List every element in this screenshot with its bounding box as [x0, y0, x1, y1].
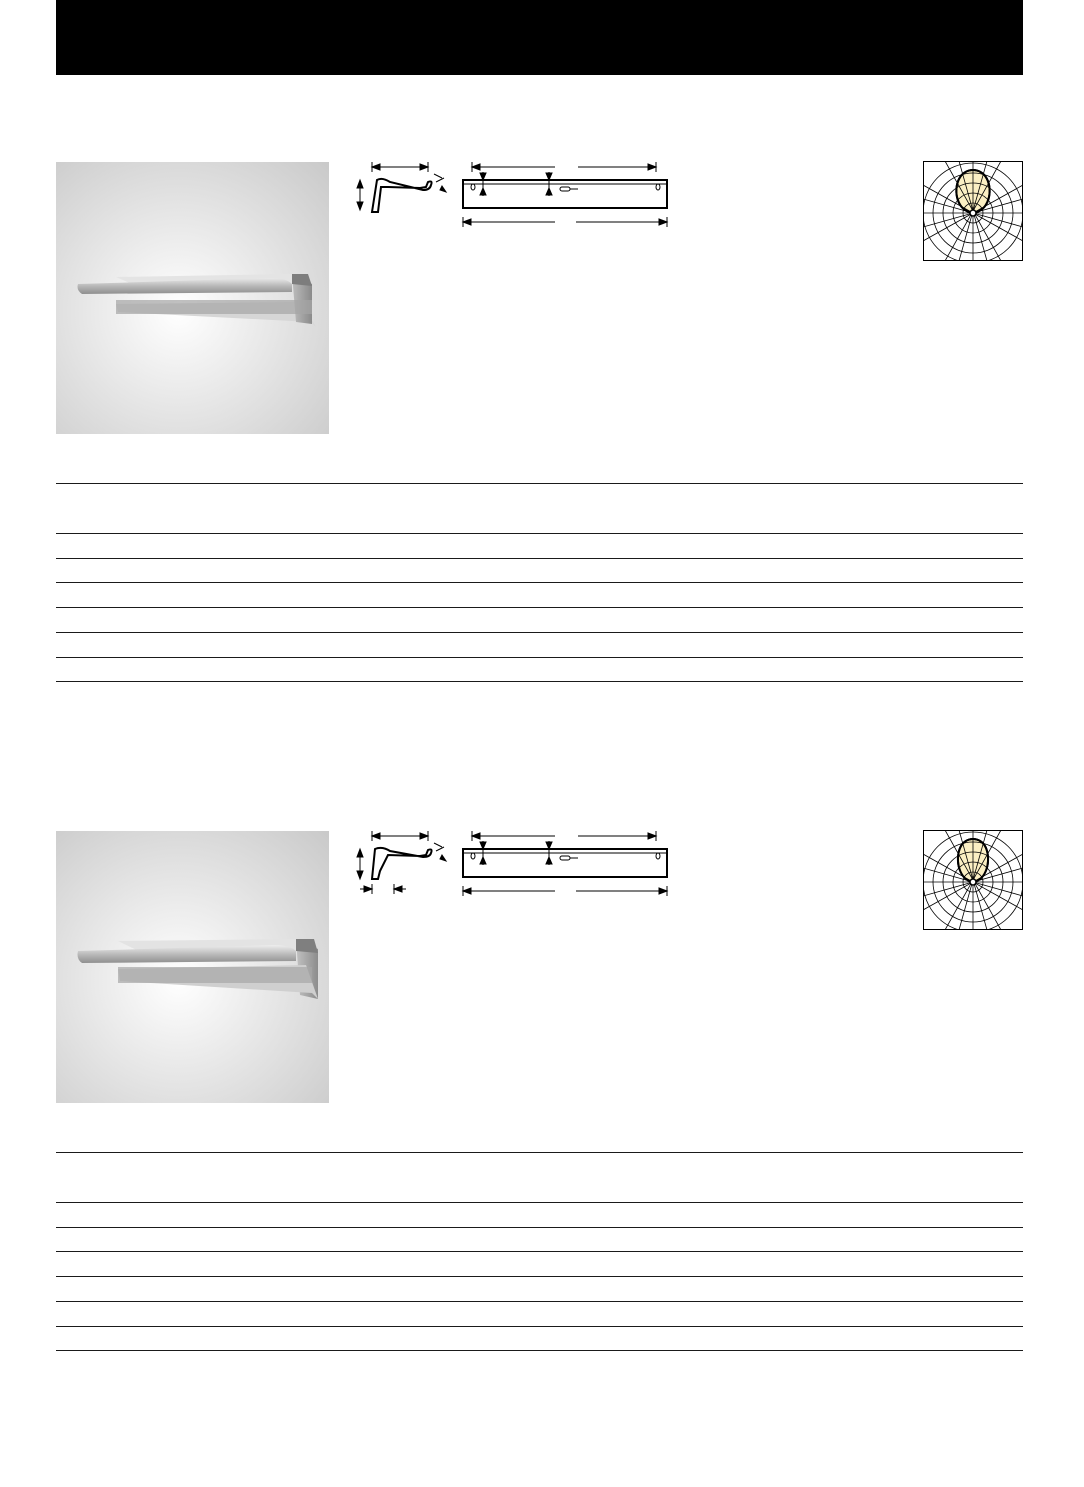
table-rule: [56, 1152, 1023, 1153]
product-photo: [56, 831, 329, 1103]
table-rule: [56, 483, 1023, 484]
wall-luminaire-icon: [56, 162, 329, 434]
product-photo: [56, 162, 329, 434]
polar-light-distribution-icon: [923, 830, 1023, 930]
table-rule: [56, 1326, 1023, 1327]
table-rule: [56, 558, 1023, 559]
table-rule: [56, 582, 1023, 583]
table-rule: [56, 1227, 1023, 1228]
table-rule: [56, 1276, 1023, 1277]
table-rule: [56, 1202, 1023, 1203]
spec-table: [56, 1152, 1023, 1352]
table-rule: [56, 1350, 1023, 1351]
table-rule: [56, 681, 1023, 682]
polar-diagram: [923, 161, 1023, 261]
table-rule: [56, 533, 1023, 534]
dimension-drawing: [350, 160, 680, 240]
header-bar: [56, 0, 1023, 75]
dimension-drawing: [350, 829, 680, 909]
table-rule: [56, 657, 1023, 658]
wall-luminaire-icon: [56, 831, 329, 1103]
table-rule: [56, 607, 1023, 608]
spec-table: [56, 483, 1023, 683]
table-rule: [56, 1251, 1023, 1252]
table-rule: [56, 632, 1023, 633]
polar-diagram: [923, 830, 1023, 930]
polar-light-distribution-icon: [923, 161, 1023, 261]
table-rule: [56, 1301, 1023, 1302]
